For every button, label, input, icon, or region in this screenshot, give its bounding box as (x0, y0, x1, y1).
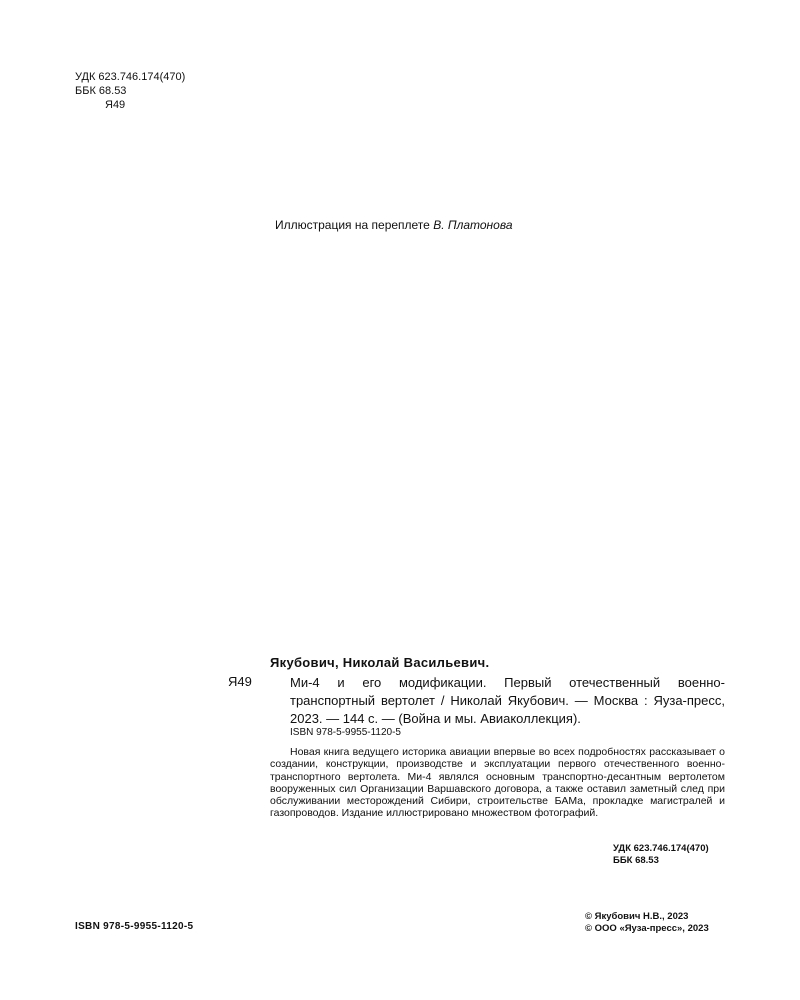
annotation-text: Новая книга ведущего историка авиации впервые во всех подробностях рассказывает о создании, конструкции, производстве и эксплуатации первого отечественного военно-транспортного вертолета. Ми-4 являлся основным транспортно-десантным вертолетом вооруженных сил Организации Варшавского договора, а также оставил заметный след при обслуживании месторождений Сибири, строительстве БАМа, прокладке магистралей и газопроводов. Издание иллюстрировано множеством фотографий. (270, 746, 725, 820)
author-mark: Я49 (105, 99, 126, 111)
udk-code: УДК 623.746.174(470) (75, 71, 186, 83)
illustration-artist: В. Платонова (433, 218, 513, 232)
udk-code-bottom: УДК 623.746.174(470) (613, 843, 709, 854)
isbn-footer: ISBN 978-5-9955-1120-5 (75, 921, 194, 932)
copyright-block (585, 911, 709, 935)
author-heading: Якубович, Николай Васильевич. (270, 655, 490, 670)
annotation (270, 746, 725, 820)
copyright-author: © Якубович Н.В., 2023 (585, 911, 689, 922)
bbk-code: ББК 68.53 (75, 85, 127, 97)
illustration-label: Иллюстрация на переплете (275, 218, 430, 232)
classification-block-bottom (613, 843, 709, 867)
classification-block-top (75, 70, 185, 112)
illustration-credit (275, 218, 513, 232)
isbn-record: ISBN 978-5-9955-1120-5 (290, 727, 401, 738)
author-mark-record: Я49 (228, 674, 252, 689)
bibliographic-description (270, 674, 725, 728)
title-statement: Ми-4 и его модификации. Первый отечественный военно-транспортный вертолет / Николай Якубович. — Москва : Яуза-пресс, 2023. — 144 с. — (Война и мы. Авиаколлекция). (290, 675, 725, 726)
copyright-publisher: © ООО «Яуза-пресс», 2023 (585, 923, 709, 934)
bbk-code-bottom: ББК 68.53 (613, 855, 659, 866)
